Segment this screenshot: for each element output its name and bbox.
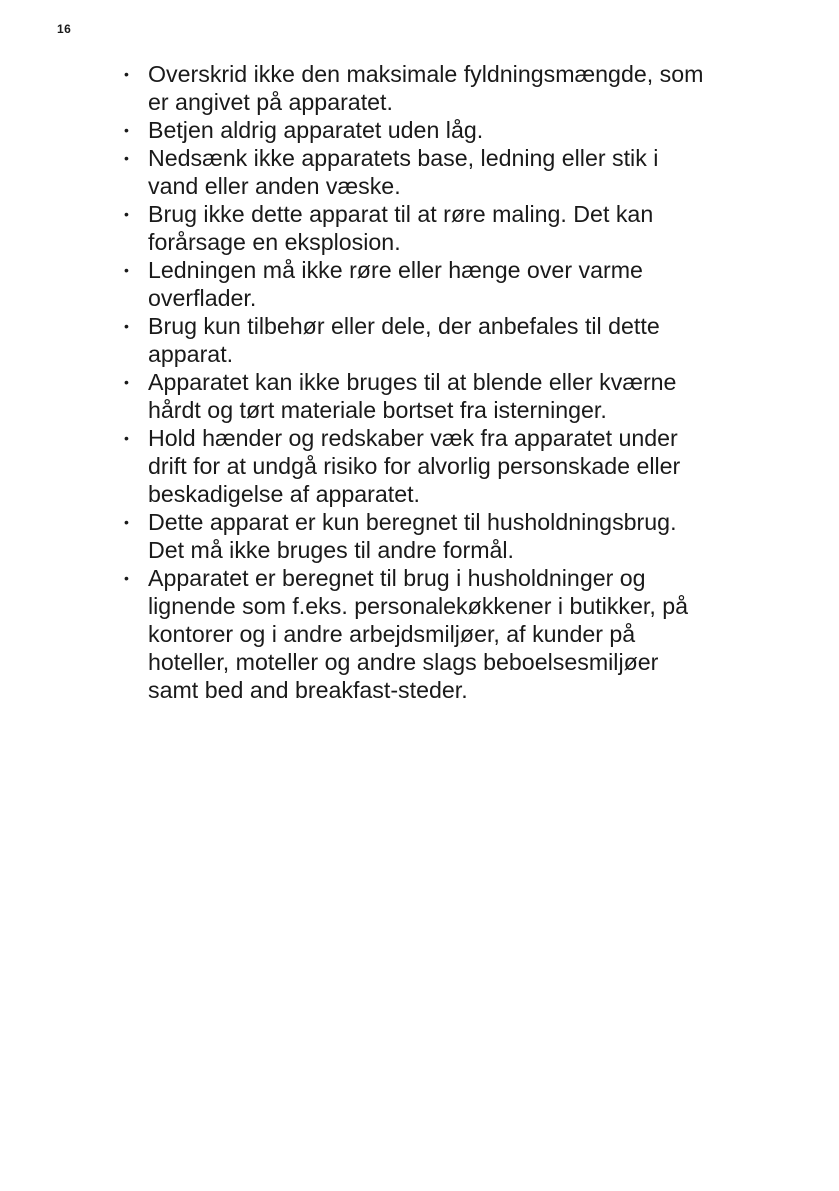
list-item-text: Hold hænder og redskaber væk fra apparatet under drift for at undgå risiko for alvorlig personskade eller beskadigelse af apparatet.	[148, 425, 681, 507]
bullet-icon: •	[124, 570, 129, 586]
bullet-icon: •	[124, 514, 129, 530]
list-item-text: Overskrid ikke den maksimale fyldningsmængde, som er angivet på apparatet.	[148, 61, 704, 115]
list-item	[122, 312, 782, 368]
list-item	[122, 144, 782, 200]
list-item	[122, 508, 782, 564]
page-number: 16	[57, 22, 72, 36]
list-item	[122, 564, 782, 704]
list-item	[122, 116, 782, 144]
bullet-icon: •	[124, 374, 129, 390]
list-item	[122, 60, 782, 116]
list-item	[122, 368, 782, 424]
list-item	[122, 256, 782, 312]
bullet-icon: •	[124, 66, 129, 82]
list-item-text: Apparatet kan ikke bruges til at blende eller kværne hårdt og tørt materiale bortset fra isterninger.	[148, 369, 677, 423]
list-item-text: Nedsænk ikke apparatets base, ledning eller stik i vand eller anden væske.	[148, 145, 659, 199]
list-item-text: Apparatet er beregnet til brug i husholdninger og lignende som f.eks. personalekøkkener i butikker, på kontorer og i andre arbejdsmiljøer, af kunder på hoteller, moteller og andre slags beboelsesmiljøer samt bed and breakfast-steder.	[148, 565, 689, 703]
bullet-icon: •	[124, 318, 129, 334]
list-item-text: Ledningen må ikke røre eller hænge over varme overflader.	[148, 257, 643, 311]
bullet-icon: •	[124, 150, 129, 166]
safety-instructions-list	[122, 60, 782, 704]
bullet-icon: •	[124, 430, 129, 446]
list-item	[122, 424, 782, 508]
bullet-icon: •	[124, 262, 129, 278]
list-item-text: Betjen aldrig apparatet uden låg.	[148, 117, 484, 143]
list-item-text: Brug kun tilbehør eller dele, der anbefales til dette apparat.	[148, 313, 660, 367]
bullet-icon: •	[124, 122, 129, 138]
list-item-text: Dette apparat er kun beregnet til husholdningsbrug. Det må ikke bruges til andre formål.	[148, 509, 677, 563]
bullet-icon: •	[124, 206, 129, 222]
list-item-text: Brug ikke dette apparat til at røre maling. Det kan forårsage en eksplosion.	[148, 201, 654, 255]
list-item	[122, 200, 782, 256]
